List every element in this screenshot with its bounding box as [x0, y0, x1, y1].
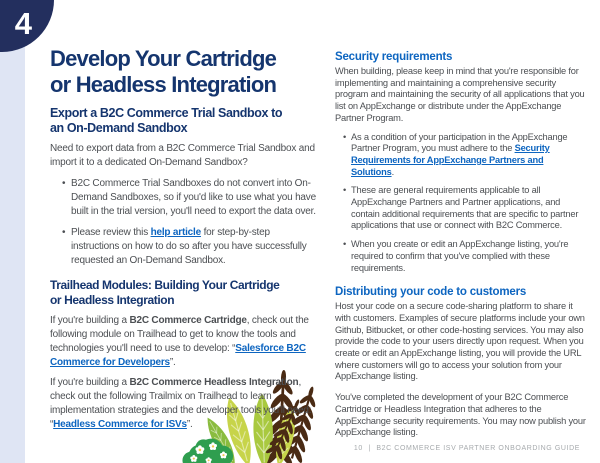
cartridge-paragraph: If you're building a B2C Commerce Cartridge, check out the following module on Trailhead to get to know the tools and technologies you'll need to use to develop: “Salesforce B2C Commerce for Developers”.	[50, 315, 309, 368]
security-intro-paragraph: When building, please keep in mind that you're responsible for implementing and maintaining a comprehensive security program and maintaining the security of all applications that you list on AppExchange or distribute under the AppExchange Partner Program.	[335, 66, 585, 123]
left-column	[50, 46, 316, 432]
page-footer	[351, 445, 580, 452]
step-number: 4	[14, 6, 32, 41]
distributing-code-heading: Distributing your code to customers	[335, 286, 527, 299]
export-intro-paragraph: Need to export data from a B2C Commerce Trial Sandbox and import it to a dedicated On-Demand Sandbox?	[50, 143, 315, 168]
export-bullet-list	[50, 177, 316, 268]
headless-paragraph: If you're building a B2C Commerce Headless Integration, check out the following Trailmix on Trailhead to learn implementation strategies and the developer tools you'll need: “Headless Commerce for ISVs”.	[50, 377, 312, 430]
list-item: • These are general requirements applicable to all AppExchange Partners and Partner applications, and contain additional requirements that are specific to partner applications that use or connect with B2C Commerce.	[343, 185, 588, 232]
salesforce-b2c-commerce-developers-link[interactable]: Salesforce B2C Commerce for Developers	[50, 343, 306, 368]
footer-page-number: 10	[353, 445, 363, 452]
trailhead-modules-heading: Trailhead Modules: Building Your Cartridge or Headless Integration	[50, 278, 280, 307]
help-article-link[interactable]: help article	[150, 227, 201, 238]
completion-paragraph: You've completed the development of your B2C Commerce Cartridge or Headless Integration that adheres to the AppExchange security requirements. You may now publish your AppExchange listing.	[335, 392, 586, 438]
security-bullet-list	[335, 132, 588, 275]
left-edge-accent-bar	[0, 0, 25, 463]
security-requirements-heading: Security requirements	[335, 51, 453, 63]
headless-commerce-isvs-link[interactable]: Headless Commerce for ISVs	[53, 419, 187, 430]
list-item: • Please review this help article for step-by-step instructions on how to do so after you have successfully requested an On-Demand Sandbox.	[62, 226, 316, 268]
export-sandbox-heading: Export a B2C Commerce Trial Sandbox to an On-Demand Sandbox	[50, 106, 283, 135]
page-title: Develop Your Cartridge or Headless Integration	[50, 46, 277, 97]
footer-separator: |	[368, 445, 371, 452]
security-requirements-link[interactable]: Security Requirements for AppExchange Partners and Solutions	[351, 143, 550, 177]
list-item: • As a condition of your participation in the AppExchange Partner Program, you must adhere to the Security Requirements for AppExchange Partners and Solutions.	[343, 132, 588, 179]
footer-guide-title: B2C COMMERCE ISV PARTNER ONBOARDING GUIDE	[376, 445, 580, 452]
list-item: • When you create or edit an AppExchange listing, you're required to confirm that you've complied with these requirements.	[343, 239, 588, 274]
list-item: • B2C Commerce Trial Sandboxes do not convert into On-Demand Sandboxes, so if you'd like to use what you have built in the trial version, you'll need to export the data over.	[62, 177, 316, 219]
step-number-badge	[0, 0, 54, 52]
right-column	[335, 50, 588, 439]
distributing-code-paragraph: Host your code on a secure code-sharing platform to share it with customers. Examples of secure platforms include your own Github, Bitbucket, or other code-hosting services. You may also provide the code to your users directly upon request. When you create or edit an AppExchange listing, you will provide the URL where customers will go to access your solution from your AppExchange listing.	[335, 301, 585, 382]
